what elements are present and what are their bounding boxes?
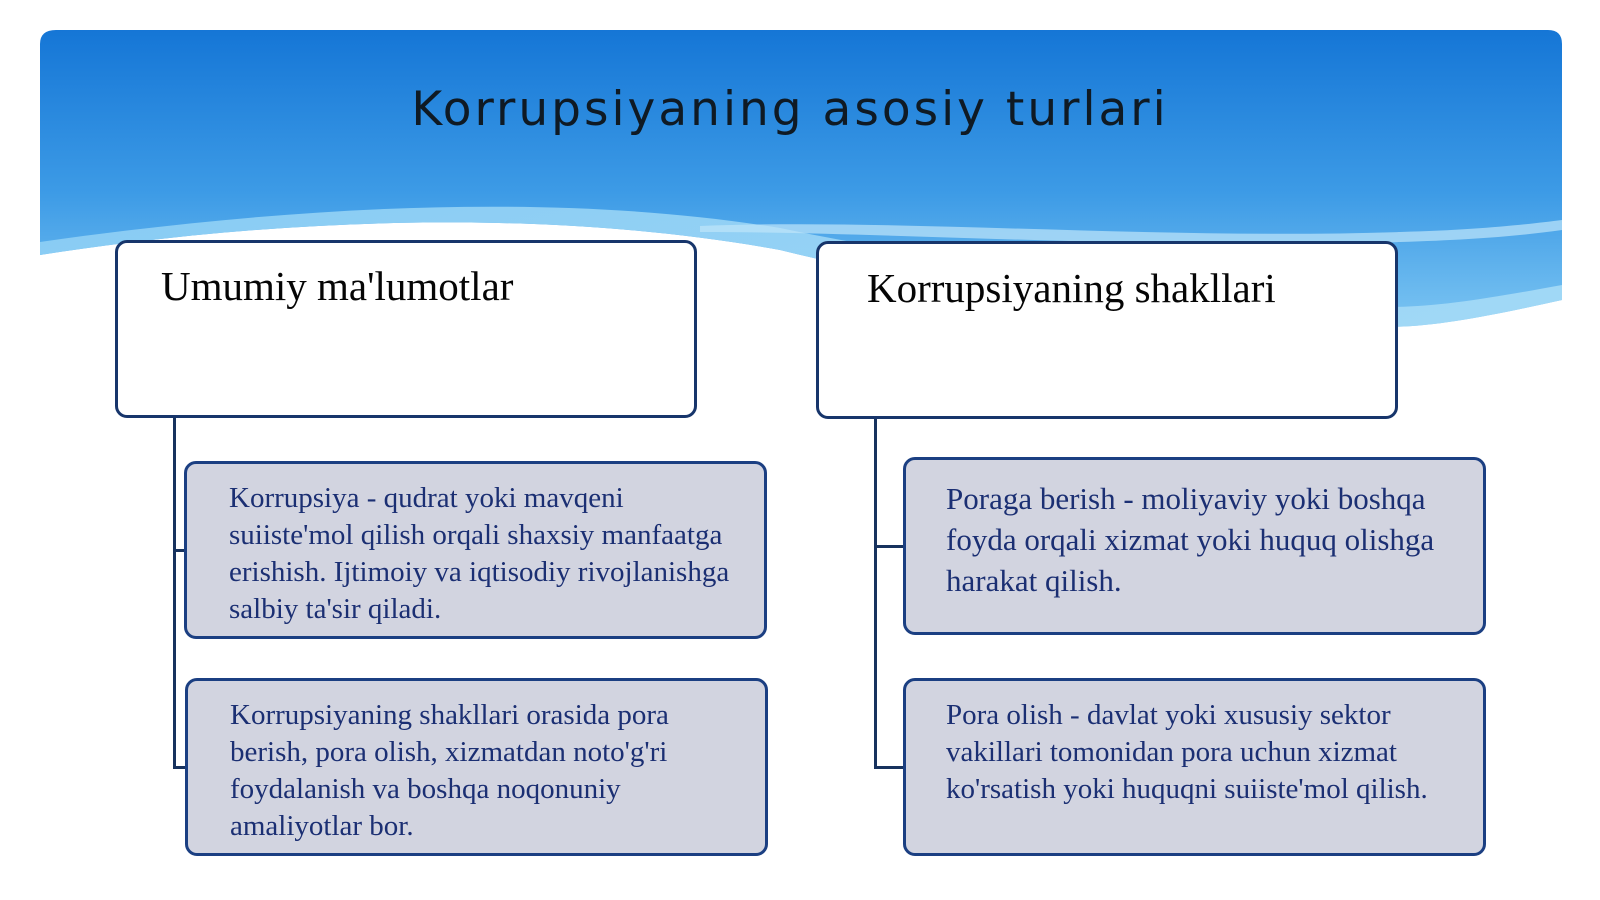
- connector-left-vertical: [173, 416, 176, 768]
- connector-right-vertical: [874, 418, 877, 768]
- detail-box-definition: Korrupsiya - qudrat yoki mavqeni suiiste'mol qilish orqali shaxsiy manfaatga erishish. Ijtimoiy va iqtisodiy rivojlanishga salbiy ta'sir qiladi.: [184, 461, 767, 639]
- connector-right-branch-2: [874, 766, 904, 769]
- detail-box-bribe-taking: Pora olish - davlat yoki xususiy sektor vakillari tomonidan pora uchun xizmat ko'rsatish yoki huquqni suiiste'mol qilish.: [903, 678, 1486, 856]
- connector-right-branch-1: [874, 545, 904, 548]
- detail-box-forms-overview: Korrupsiyaning shakllari orasida pora berish, pora olish, xizmatdan noto'g'ri foydalanish va boshqa noqonuniy amaliyotlar bor.: [185, 678, 768, 856]
- header-corruption-forms: Korrupsiyaning shakllari: [867, 265, 1276, 311]
- slide-title: Korrupsiyaning asosiy turlari: [411, 82, 1169, 137]
- detail-box-bribe-giving: Poraga berish - moliyaviy yoki boshqa foyda orqali xizmat yoki huquq olishga harakat qilish.: [903, 457, 1486, 635]
- header-general-info: Umumiy ma'lumotlar: [161, 263, 514, 309]
